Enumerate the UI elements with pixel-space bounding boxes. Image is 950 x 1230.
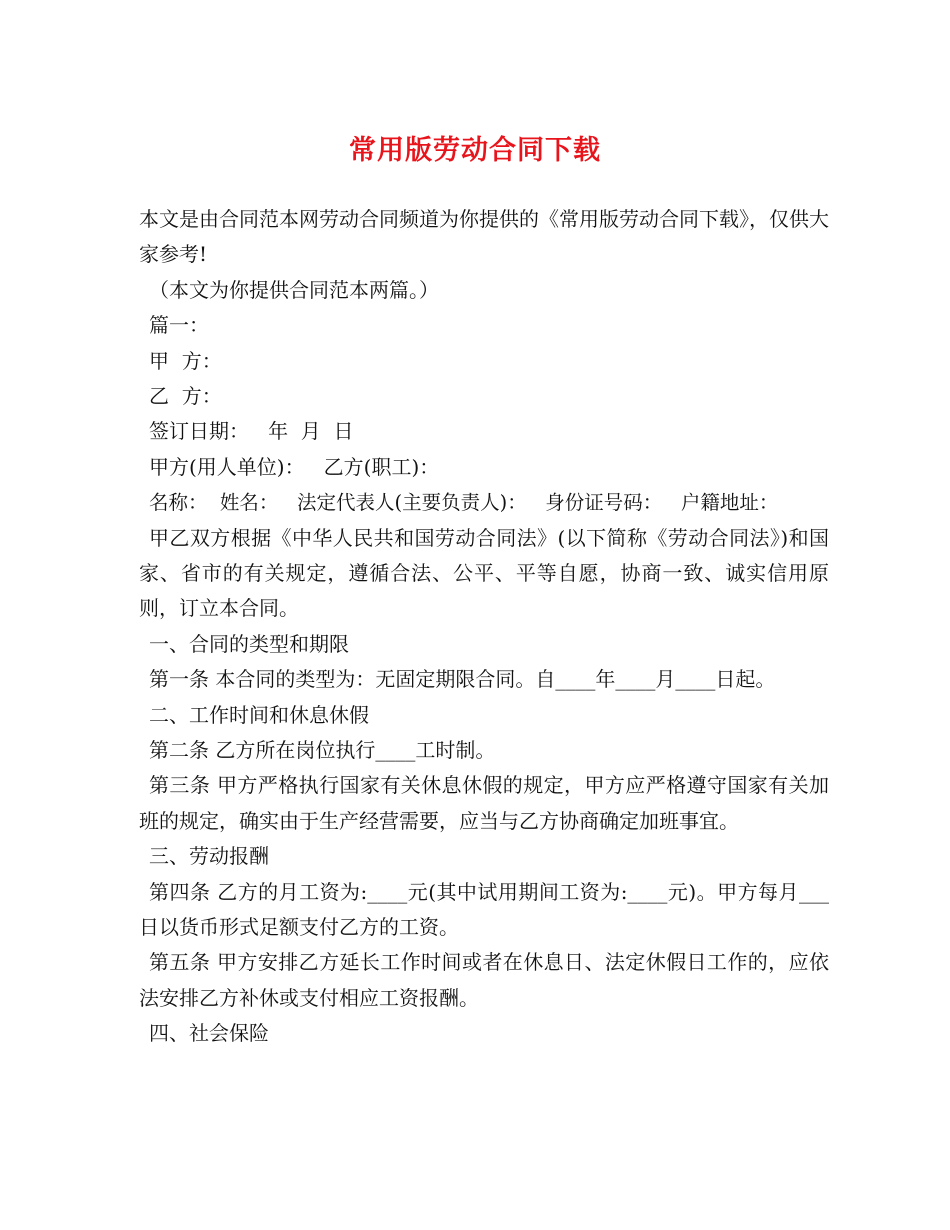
part-heading: 篇一： xyxy=(149,313,209,338)
intro-paragraph: 本文是由合同范本网劳动合同频道为你提供的《常用版劳动合同下载》，仅供大家参考! xyxy=(139,207,829,267)
document-body xyxy=(139,202,829,1052)
section-heading-4: 四、社会保险 xyxy=(149,1021,269,1046)
party-a-line: 甲 方： xyxy=(149,348,222,373)
section-heading-1: 一、合同的类型和期限 xyxy=(149,631,349,656)
fields-row: 名称： 姓名： 法定代表人(主要负责人)： 身份证号码： 户籍地址： xyxy=(149,491,779,515)
section-heading-2: 二、工作时间和休息休假 xyxy=(149,702,369,727)
note-line: （本文为你提供合同范本两篇。） xyxy=(149,277,439,302)
article-4: 第四条 乙方的月工资为:____元(其中试用期间工资为:____元)。甲方每月___日以货币形式足额支付乙方的工资。 xyxy=(139,879,829,939)
article-2: 第二条 乙方所在岗位执行____工时制。 xyxy=(149,737,496,762)
sign-date-line: 签订日期： 年 月 日 xyxy=(149,419,354,444)
article-5: 第五条 甲方安排乙方延长工作时间或者在休息日、法定休假日工作的，应依法安排乙方补休或支付相应工资报酬。 xyxy=(139,950,829,1010)
document-title: 常用版劳动合同下载 xyxy=(349,135,601,166)
preamble-paragraph: 甲乙双方根据《中华人民共和国劳动合同法》(以下简称《劳动合同法》)和国家、省市的有关规定，遵循合法、公平、平等自愿，协商一致、诚实信用原则，订立本合同。 xyxy=(139,525,829,621)
section-heading-3: 三、劳动报酬 xyxy=(149,844,269,869)
article-3: 第三条 甲方严格执行国家有关休息休假的规定，甲方应严格遵守国家有关加班的规定，确实由于生产经营需要，应当与乙方协商确定加班事宜。 xyxy=(139,773,829,833)
party-b-line: 乙 方： xyxy=(149,383,222,408)
article-1: 第一条 本合同的类型为：无固定期限合同。自____年____月____日起。 xyxy=(149,667,776,692)
party-row: 甲方(用人单位)： 乙方(职工)： xyxy=(149,454,440,479)
